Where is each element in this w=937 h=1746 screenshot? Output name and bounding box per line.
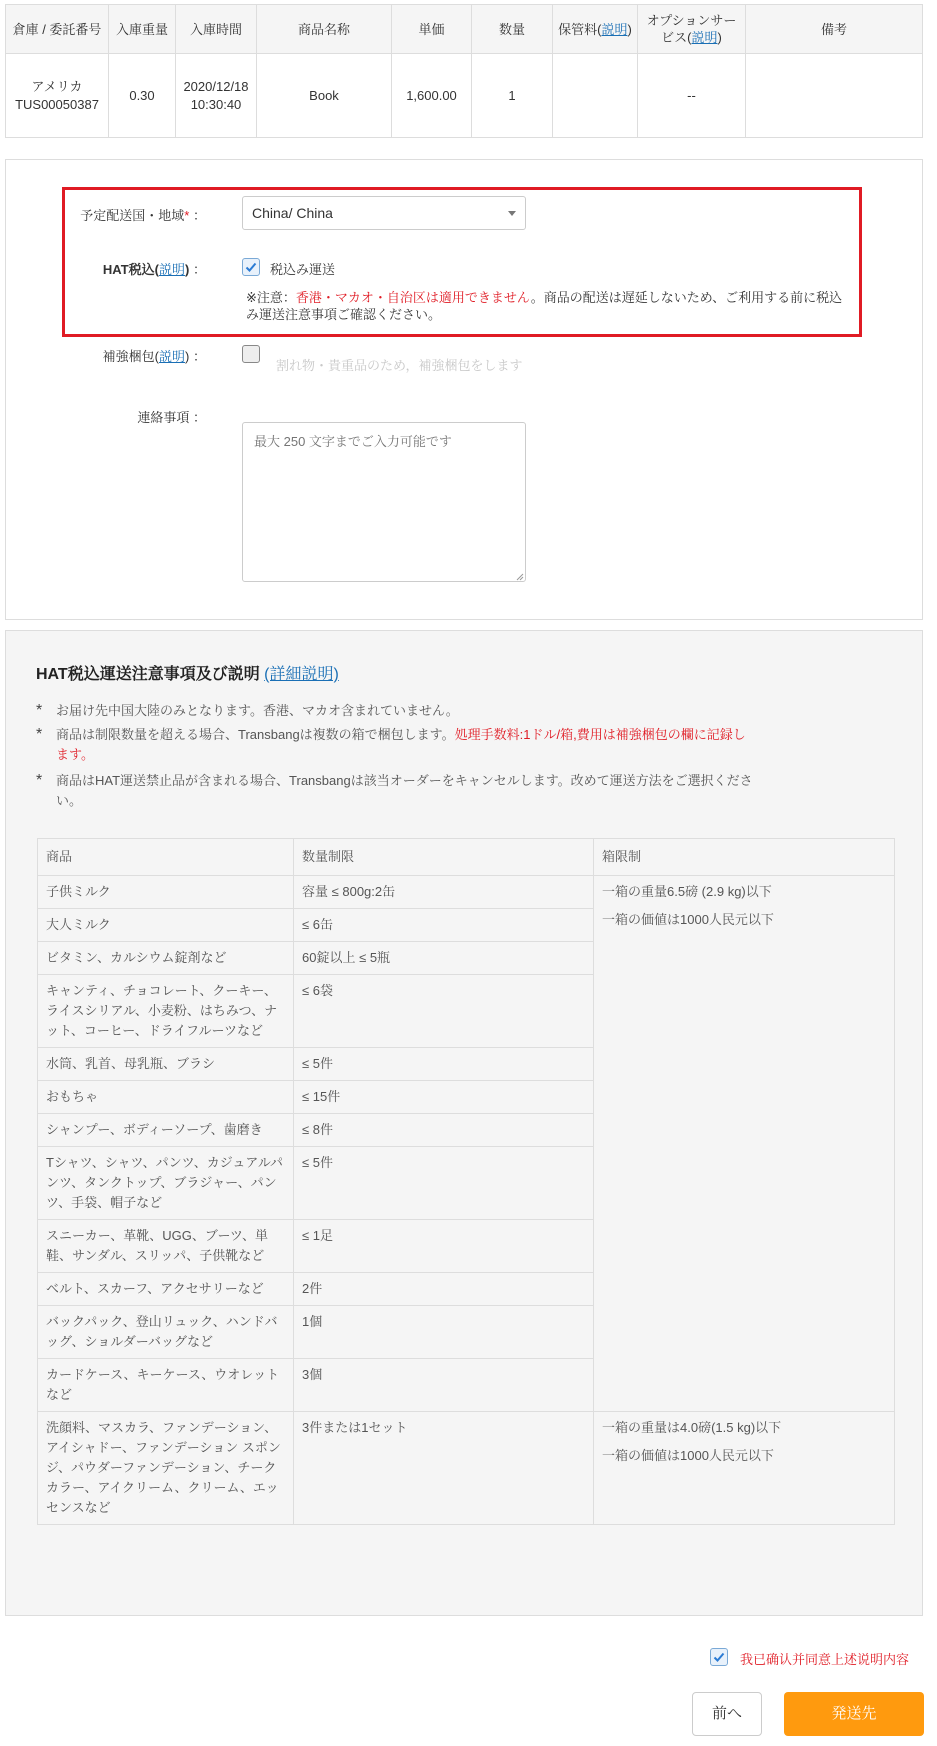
hat-checkbox-label: 税込み運送: [270, 262, 336, 277]
limits-header: [38, 839, 895, 876]
hat-tax-checkbox[interactable]: [242, 258, 260, 276]
limits-row: [38, 1412, 895, 1525]
storage-fee-label-end: ): [627, 21, 632, 37]
cell-warehouse: [6, 54, 109, 138]
limits-header-box: 箱限制: [594, 839, 895, 876]
limits-table: [37, 838, 895, 1525]
info-bullet-2: [36, 725, 756, 765]
bullet-2-text: 商品は制限数量を超える場合、Transbangは複数の箱で梱包します。: [56, 727, 455, 742]
hat-note: [246, 289, 846, 323]
option-service-label-end: ): [717, 30, 722, 45]
time-date: 2020/12/18: [183, 78, 249, 94]
asterisk-icon: *: [36, 772, 43, 789]
header-weight: 入庫重量: [109, 5, 176, 54]
cell-name: Book: [257, 54, 392, 138]
note-prefix: ※注意：: [246, 290, 296, 305]
contact-label: [6, 407, 206, 426]
check-icon: [245, 261, 257, 273]
limits-item: 子供ミルク: [38, 876, 294, 909]
cell-option-service: --: [638, 54, 746, 138]
cell-remarks: [746, 54, 923, 138]
destination-select[interactable]: [242, 196, 526, 230]
contact-label-text: 連絡事項: [137, 410, 190, 425]
order-table: [5, 4, 923, 138]
consignment-number: TUS00050387: [15, 96, 99, 112]
option-service-label: オプションサービス(: [646, 13, 737, 45]
cell-qty: 1: [472, 54, 553, 138]
header-time: 入庫時間: [176, 5, 257, 54]
box-rule-line: 一箱の価値は1000人民元以下: [602, 1448, 774, 1463]
limits-qty: ≤ 8件: [294, 1114, 594, 1147]
limits-box-rule: [594, 1412, 895, 1525]
limits-item: スニーカー、革靴、UGG、ブーツ、単鞋、サンダル、スリッパ、子供靴など: [38, 1220, 294, 1273]
hat-label-end: ): [185, 262, 190, 277]
cell-storage-fee: [553, 54, 638, 138]
limits-qty: ≤ 5件: [294, 1048, 594, 1081]
agree-checkbox[interactable]: [710, 1648, 728, 1666]
limits-box-rule: [594, 876, 895, 1412]
limits-qty: ≤ 1足: [294, 1220, 594, 1273]
contact-colon: ：: [192, 410, 206, 425]
prev-button[interactable]: 前へ: [692, 1692, 762, 1736]
required-mark: *: [184, 208, 190, 223]
limits-qty: 容量 ≤ 800g:2缶: [294, 876, 594, 909]
resize-handle-icon[interactable]: [516, 573, 524, 581]
limits-item: 洗顔料、マスカラ、ファンデーション、アイシャドー、ファンデーション スポンジ、パウダーファンデーション、チークカラー、アイクリーム、クリーム、エッセンスなど: [38, 1412, 294, 1525]
time-clock: 10:30:40: [190, 96, 242, 112]
info-bullet-3: [36, 771, 756, 811]
header-remarks: 備考: [746, 5, 923, 54]
reinforce-colon: ：: [192, 349, 206, 364]
bullet-3-text: 商品はHAT運送禁止品が含まれる場合、Transbangは該当オーダーをキャンセルします。改めて運送方法をご選択ください。: [56, 773, 753, 808]
order-table-header: [6, 5, 923, 54]
info-bullet-1: [36, 701, 816, 721]
next-button[interactable]: 発送先: [784, 1692, 924, 1736]
box-rule-line: 一箱の価値は1000人民元以下: [602, 912, 774, 927]
check-icon: [713, 1651, 725, 1663]
note-warning: 香港・マカオ・自治区は適用できません: [295, 290, 531, 305]
box-rule-line: 一箱の重量6.5磅 (2.9 kg)以下: [602, 884, 772, 899]
agree-label: 我已确认并同意上述说明内容: [740, 1652, 910, 1667]
limits-qty: ≤ 6袋: [294, 975, 594, 1048]
shipping-form-panel: [5, 159, 923, 620]
limits-qty: 60錠以上 ≤ 5瓶: [294, 942, 594, 975]
limits-qty: 3個: [294, 1359, 594, 1412]
limits-item: おもちゃ: [38, 1081, 294, 1114]
limits-row: [38, 876, 895, 909]
bullet-1-text: お届け先中国大陸のみとなります。香港、マカオ含まれていません。: [56, 703, 459, 718]
limits-qty: 2件: [294, 1273, 594, 1306]
asterisk-icon: *: [36, 702, 43, 719]
option-service-help-link[interactable]: 説明: [691, 30, 718, 45]
cell-price: 1,600.00: [392, 54, 472, 138]
limits-item: バックパック、登山リュック、ハンドバッグ、ショルダーバッグなど: [38, 1306, 294, 1359]
header-name: 商品名称: [257, 5, 392, 54]
note-rest: 。商品の配送は遅延しないため、ご利用する前に税込み運送注意事項ご確認ください。: [246, 290, 843, 322]
reinforce-label: [6, 346, 206, 365]
header-storage-fee: [553, 5, 638, 54]
header-qty: 数量: [472, 5, 553, 54]
reinforce-help-link[interactable]: 説明: [159, 349, 186, 364]
header-warehouse: 倉庫 / 委託番号: [6, 5, 109, 54]
header-price: 単価: [392, 5, 472, 54]
limits-item: シャンプー、ボディーソープ、歯磨き: [38, 1114, 294, 1147]
bullet-2-warning: 処理手数料:1ドル/箱,費用は補強梱包の欄に記録します。: [56, 727, 746, 762]
hat-help-link[interactable]: 説明: [159, 262, 186, 277]
hat-label-text: HAT税込(: [102, 262, 159, 277]
limits-qty: 1個: [294, 1306, 594, 1359]
reinforce-text: 割れ物・貴重品のため，補強梱包をします: [276, 358, 523, 373]
limits-header-qty: 数量制限: [294, 839, 594, 876]
destination-label: [6, 205, 206, 224]
details-link[interactable]: (詳細説明): [264, 666, 339, 683]
destination-value: China/ China: [252, 205, 333, 221]
limits-item: ビタミン、カルシウム錠剤など: [38, 942, 294, 975]
limits-item: 大人ミルク: [38, 909, 294, 942]
storage-fee-label: 保管料(: [558, 21, 602, 37]
contact-textarea[interactable]: [242, 422, 526, 582]
limits-item: Tシャツ、シャツ、パンツ、カジュアルパンツ、タンクトップ、ブラジャー、パンツ、手袋、帽子など: [38, 1147, 294, 1220]
box-rule-line: 一箱の重量は4.0磅(1.5 kg)以下: [602, 1420, 782, 1435]
reinforce-label-text: 補強梱包(: [102, 349, 159, 364]
limits-item: キャンティ、チョコレート、クーキー、ライスシリアル、小麦粉、はちみつ、ナット、コーヒー、ドライフルーツなど: [38, 975, 294, 1048]
limits-item: 水筒、乳首、母乳瓶、ブラシ: [38, 1048, 294, 1081]
cell-weight: 0.30: [109, 54, 176, 138]
destination-label-text: 予定配送国・地域: [80, 208, 185, 223]
order-row: [6, 54, 923, 138]
hat-colon: ：: [192, 262, 206, 277]
reinforce-checkbox[interactable]: [242, 345, 260, 363]
limits-qty: ≤ 6缶: [294, 909, 594, 942]
chevron-down-icon: [508, 211, 516, 216]
info-title-text: HAT税込運送注意事項及び説明: [36, 666, 260, 683]
limits-qty: ≤ 5件: [294, 1147, 594, 1220]
reinforce-label-end: ): [185, 349, 190, 364]
limits-item: カードケース、キーケース、ウオレットなど: [38, 1359, 294, 1412]
destination-colon: ：: [192, 208, 206, 223]
limits-qty: 3件または1セット: [294, 1412, 594, 1525]
info-title: [36, 661, 339, 684]
asterisk-icon: *: [36, 726, 43, 743]
storage-fee-help-link[interactable]: 説明: [601, 21, 628, 37]
limits-header-item: 商品: [38, 839, 294, 876]
header-option-service: [638, 5, 746, 54]
hat-label: [6, 259, 206, 278]
hat-info-panel: [5, 630, 923, 1616]
cell-time: [176, 54, 257, 138]
limits-item: ベルト、スカーフ、アクセサリーなど: [38, 1273, 294, 1306]
warehouse-name: アメリカ: [31, 78, 83, 94]
limits-qty: ≤ 15件: [294, 1081, 594, 1114]
